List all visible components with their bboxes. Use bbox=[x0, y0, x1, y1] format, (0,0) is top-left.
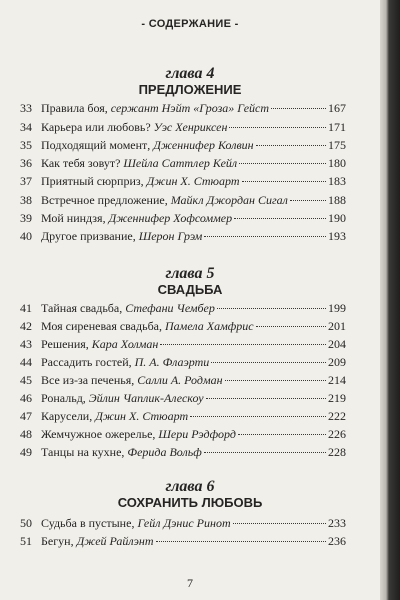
entry-author: Шейла Саттлер Кейл bbox=[123, 156, 238, 170]
toc-entry[interactable]: 40 Другое призвание , Шерон Грэм 193 bbox=[20, 229, 346, 243]
dot-leader bbox=[190, 416, 326, 417]
entry-page: 183 bbox=[328, 174, 346, 188]
toc-entry[interactable]: 35 Подходящий момент , Дженнифер Колвин 175 bbox=[20, 138, 346, 152]
dot-leader bbox=[217, 308, 326, 309]
entry-number: 47 bbox=[20, 409, 32, 423]
entry-author: Дженнифер Колвин bbox=[153, 138, 254, 152]
entry-page: 222 bbox=[328, 409, 346, 423]
dot-leader bbox=[233, 523, 326, 524]
entry-number: 40 bbox=[20, 229, 32, 243]
entry-title: Рассадить гостей bbox=[41, 355, 129, 369]
dot-leader bbox=[234, 218, 326, 219]
toc-entry[interactable]: 39 Мой ниндзя , Дженнифер Хофсоммер 190 bbox=[20, 211, 346, 225]
dot-leader bbox=[156, 541, 326, 542]
dot-leader bbox=[271, 108, 326, 109]
entry-title: Жемчужное ожерелье bbox=[41, 427, 153, 441]
entry-page: 204 bbox=[328, 337, 346, 351]
entry-author: Майкл Джордан Сигал bbox=[170, 193, 288, 207]
entry-title: Встречное предложение bbox=[41, 193, 165, 207]
toc-entry[interactable]: 47 Карусели , Джин Х. Стюарт 222 bbox=[20, 409, 346, 423]
entry-page: 175 bbox=[328, 138, 346, 152]
entry-page: 171 bbox=[328, 120, 346, 134]
toc-entry[interactable]: 37 Приятный сюрприз , Джин Х. Стюарт 183 bbox=[20, 174, 346, 188]
entry-page: 167 bbox=[328, 101, 346, 115]
entry-author: Дженнифер Хофсоммер bbox=[108, 211, 233, 225]
entry-title: Рональд bbox=[41, 391, 83, 405]
chapter-title: ПРЕДЛОЖЕНИЕ bbox=[138, 82, 242, 97]
dot-leader bbox=[211, 362, 326, 363]
entry-author: Эйлин Чаплик-Алескоу bbox=[88, 391, 204, 405]
dot-leader bbox=[239, 163, 326, 164]
dot-leader bbox=[206, 398, 326, 399]
entry-number: 37 bbox=[20, 174, 32, 188]
entry-number: 51 bbox=[20, 534, 32, 548]
entry-title: Все из-за печенья bbox=[41, 373, 132, 387]
entry-author: Джей Райлэнт bbox=[76, 534, 154, 548]
entry-author: Шерон Грэм bbox=[138, 229, 203, 243]
toc-entry[interactable] bbox=[20, 154, 346, 172]
toc-entry[interactable]: 45 Все из-за печенья , Салли А. Родман 214 bbox=[20, 373, 346, 387]
entry-page: 199 bbox=[328, 301, 346, 315]
entry-title: Карьера или любовь? bbox=[41, 120, 151, 134]
dot-leader bbox=[290, 200, 326, 201]
entry-page: 180 bbox=[328, 156, 346, 170]
entry-page: 209 bbox=[328, 355, 346, 369]
entry-title: Танцы на кухне bbox=[41, 445, 122, 459]
entry-number: 38 bbox=[20, 193, 32, 207]
chapter-number: глава 5 bbox=[165, 265, 215, 282]
book-spine-shadow bbox=[380, 0, 400, 600]
entry-page: 228 bbox=[328, 445, 346, 459]
entry-number: 48 bbox=[20, 427, 32, 441]
toc-entry[interactable]: 33 Правила боя , сержант Нэйт «Гроза» Гейст 167 bbox=[20, 101, 346, 115]
entry-number: 45 bbox=[20, 373, 32, 387]
dot-leader bbox=[204, 452, 326, 453]
dot-leader bbox=[229, 127, 326, 128]
toc-entry[interactable] bbox=[20, 118, 346, 136]
entry-page: 188 bbox=[328, 193, 346, 207]
entry-number: 50 bbox=[20, 516, 32, 530]
dot-leader bbox=[256, 326, 326, 327]
entry-page: 233 bbox=[328, 516, 346, 530]
entry-title: Как тебя зовут? bbox=[41, 156, 121, 170]
entry-author: Ферида Вольф bbox=[127, 445, 202, 459]
entry-page: 190 bbox=[328, 211, 346, 225]
entry-page: 226 bbox=[328, 427, 346, 441]
toc-entry[interactable]: 46 Рональд , Эйлин Чаплик-Алескоу 219 bbox=[20, 391, 346, 405]
entry-number: 43 bbox=[20, 337, 32, 351]
toc-entry[interactable]: 51 Бегун , Джей Райлэнт 236 bbox=[20, 534, 346, 548]
entry-title: Судьба в пустыне bbox=[41, 516, 132, 530]
dot-leader bbox=[160, 344, 326, 345]
toc-entry[interactable]: 50 Судьба в пустыне , Гейл Дэнис Ринот 233 bbox=[20, 516, 346, 530]
chapter-title: СОХРАНИТЬ ЛЮБОВЬ bbox=[117, 495, 263, 510]
entry-page: 236 bbox=[328, 534, 346, 548]
dot-leader bbox=[256, 145, 326, 146]
toc-entry[interactable]: 44 Рассадить гостей , П. А. Флаэрти 209 bbox=[20, 355, 346, 369]
entry-author: Кара Холман bbox=[91, 337, 159, 351]
entry-number: 35 bbox=[20, 138, 32, 152]
entry-author: Гейл Дэнис Ринот bbox=[137, 516, 231, 530]
page-number: 7 bbox=[187, 576, 193, 590]
entry-title: Правила боя bbox=[41, 101, 105, 115]
entry-number: 34 bbox=[20, 120, 32, 134]
entry-title: Бегун bbox=[41, 534, 71, 548]
toc-entry[interactable]: 41 Тайная свадьба , Стефани Чембер 199 bbox=[20, 301, 346, 315]
entry-title: Мой ниндзя bbox=[41, 211, 103, 225]
entry-author: Уэс Хенриксен bbox=[153, 120, 228, 134]
entry-number: 44 bbox=[20, 355, 32, 369]
dot-leader bbox=[204, 236, 326, 237]
chapter-title: СВАДЬБА bbox=[157, 282, 223, 297]
dot-leader bbox=[238, 434, 326, 435]
entry-number: 42 bbox=[20, 319, 32, 333]
entry-page: 193 bbox=[328, 229, 346, 243]
toc-entry[interactable]: 38 Встречное предложение , Майкл Джордан Сигал 188 bbox=[20, 193, 346, 207]
entry-page: 219 bbox=[328, 391, 346, 405]
toc-entry[interactable]: 49 Танцы на кухне , Ферида Вольф 228 bbox=[20, 445, 346, 459]
entry-title: Решения bbox=[41, 337, 86, 351]
entry-title: Подходящий момент bbox=[41, 138, 148, 152]
dot-leader bbox=[242, 181, 326, 182]
entry-title: Моя сиреневая свадьба bbox=[41, 319, 160, 333]
entry-number: 39 bbox=[20, 211, 32, 225]
toc-entry[interactable]: 42 Моя сиреневая свадьба , Памела Хамфрис 201 bbox=[20, 319, 346, 333]
entry-number: 46 bbox=[20, 391, 32, 405]
entry-number: 36 bbox=[20, 156, 32, 170]
entry-title: Приятный сюрприз bbox=[41, 174, 141, 188]
toc-entry[interactable]: 48 Жемчужное ожерелье , Шери Рэдфорд 226 bbox=[20, 427, 346, 441]
entry-number: 49 bbox=[20, 445, 32, 459]
entry-title: Тайная свадьба bbox=[41, 301, 120, 315]
entry-author: Памела Хамфрис bbox=[165, 319, 254, 333]
dot-leader bbox=[225, 380, 326, 381]
entry-title: Другое призвание bbox=[41, 229, 133, 243]
chapter-number: глава 6 bbox=[165, 478, 215, 495]
entry-author: Стефани Чембер bbox=[125, 301, 215, 315]
entry-number: 41 bbox=[20, 301, 32, 315]
entry-page: 214 bbox=[328, 373, 346, 387]
entry-author: сержант Нэйт «Гроза» Гейст bbox=[110, 101, 270, 115]
entry-number: 33 bbox=[20, 101, 32, 115]
entry-author: Шери Рэдфорд bbox=[158, 427, 236, 441]
contents-header: - СОДЕРЖАНИЕ - bbox=[141, 18, 239, 30]
chapter-number: глава 4 bbox=[165, 65, 215, 82]
entry-author: Салли А. Родман bbox=[137, 373, 223, 387]
entry-page: 201 bbox=[328, 319, 346, 333]
entry-author: П. А. Флаэрти bbox=[134, 355, 210, 369]
entry-title: Карусели bbox=[41, 409, 90, 423]
entry-author: Джин Х. Стюарт bbox=[95, 409, 189, 423]
toc-entry[interactable]: 43 Решения , Кара Холман 204 bbox=[20, 337, 346, 351]
entry-author: Джин Х. Стюарт bbox=[146, 174, 240, 188]
